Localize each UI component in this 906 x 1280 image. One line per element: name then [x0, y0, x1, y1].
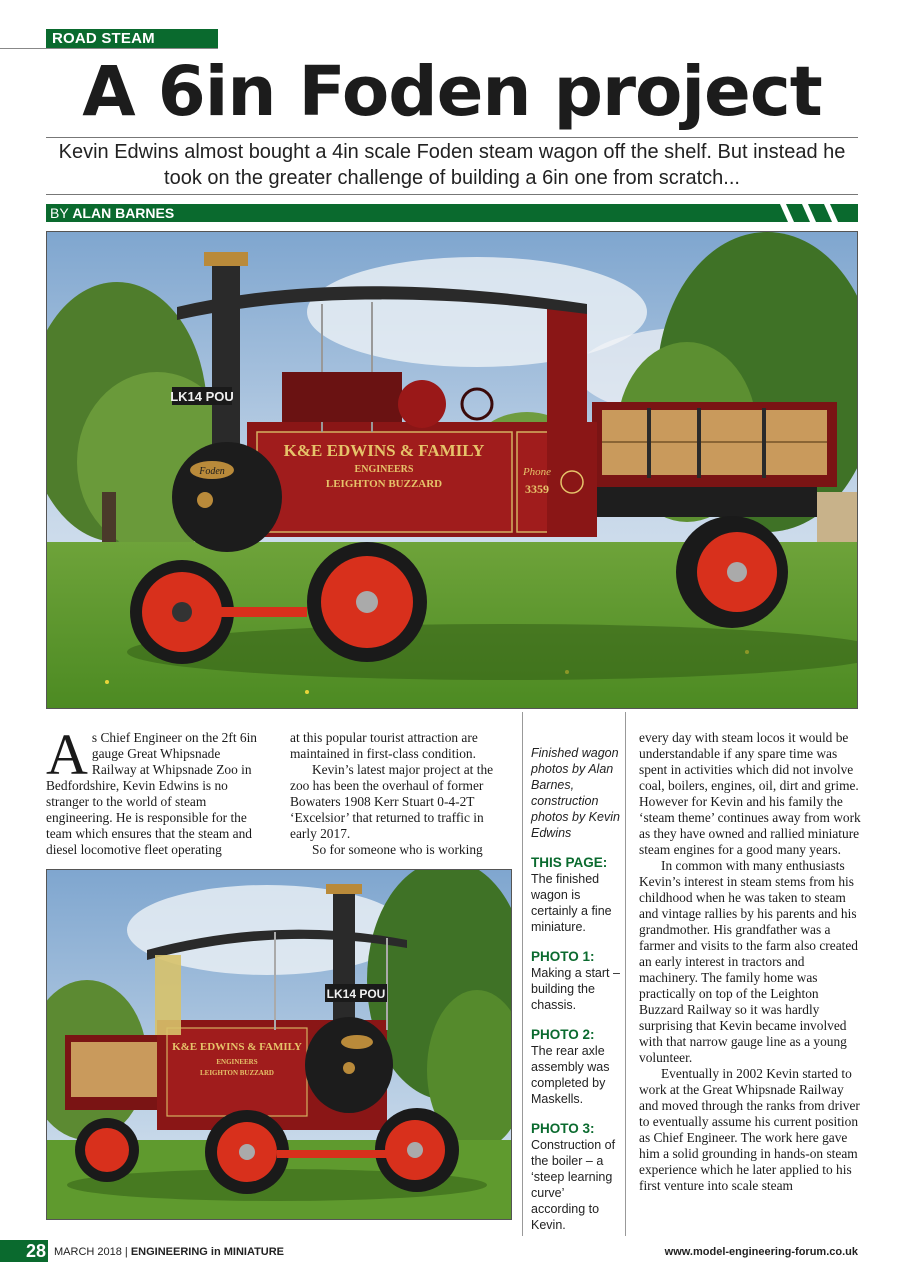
- standfirst-rule-top: [46, 137, 858, 138]
- foden-badge: Foden: [199, 466, 225, 477]
- secondary-photo-steam-wagon: [46, 869, 512, 1220]
- standfirst: [46, 139, 858, 191]
- photo-credit: Finished wagon photos by Alan Barnes, construction photos by Kevin Edwins: [531, 746, 620, 840]
- footer-magazine-title: ENGINEERING in MINIATURE: [130, 1246, 285, 1258]
- top-rule: [0, 48, 218, 49]
- caption-text: The rear axle assembly was completed by Maskells.: [531, 1044, 610, 1106]
- article-paragraph: every day with steam locos it would be understandable if any spare time was spent in activities which did not involve coal, boilers, engines, oil, dirt and grime. However for Kevin and his family the ‘steam theme’ continues away from work as they have owned and rallied miniature steam engines for a good many years.: [639, 730, 861, 857]
- caption-label: PHOTO 3:: [531, 1121, 595, 1136]
- article-column-1: [46, 722, 268, 858]
- caption-text: Making a start – building the chassis.: [531, 966, 620, 1012]
- photo2-sign-town: LEIGHTON BUZZARD: [200, 1069, 274, 1077]
- column-divider: [522, 712, 523, 1236]
- footer-issue-date: MARCH 2018 |: [54, 1246, 131, 1258]
- standfirst-line: took on the greater challenge of building a 6in one from scratch...: [164, 167, 740, 189]
- caption-column: [531, 745, 621, 1247]
- page-number: 28: [0, 1240, 48, 1262]
- photo2-sign-name: K&E EDWINS & FAMILY: [172, 1041, 302, 1053]
- article-paragraph: at this popular tourist attraction are maintained in first-class condition.: [290, 730, 478, 761]
- article-paragraph: So for someone who is working: [312, 842, 483, 857]
- caption-photo-3: [531, 1121, 621, 1233]
- wagon-sign-engineers: ENGINEERS: [354, 464, 414, 475]
- article-column-2: [290, 730, 508, 858]
- drop-cap: A: [46, 722, 88, 787]
- column-divider: [625, 712, 626, 1236]
- section-tag: ROAD STEAM: [46, 29, 218, 48]
- footer-issue: [54, 1244, 284, 1260]
- paragraph-text: s Chief Engineer on the 2ft 6in gauge Great Whipsnade Railway at Whipsnade Zoo in Bedfordshire, Kevin Edwins is no stranger to the world of steam engineering. He is responsible for the team which ensures that the steam and diesel locomotive fleet operating: [46, 730, 258, 857]
- article-paragraph: In common with many enthusiasts Kevin’s interest in steam stems from his childhood when he was taken to steam and vintage rallies by his parents and his grandmother. His grandfather was a farmer and visits to the farm also created an early interest in tractors and machinery. The family home was practically on top of the Leighton Buzzard Railway so it was hardly surprising that Kevin became involved with that narrow gauge line as a young volunteer.: [639, 858, 858, 1065]
- slash-decoration-icon: [778, 204, 858, 222]
- article-paragraph: Eventually in 2002 Kevin started to work at the Great Whipsnade Railway and moved through the ranks from driver to eventually assume his current position as Chief Engineer. The work here gave him a solid grounding in hands-on steam experience which he later applied to his first venture into scale steam: [639, 1066, 860, 1193]
- photo2-number-plate: LK14 POU: [326, 987, 386, 1001]
- caption-photo-1: [531, 949, 621, 1013]
- photo2-sign-engineers: ENGINEERS: [216, 1058, 258, 1066]
- byline-bar: [46, 204, 858, 222]
- caption-label: PHOTO 2:: [531, 1027, 595, 1042]
- wagon-sign-name: K&E EDWINS & FAMILY: [283, 441, 485, 460]
- main-number-plate: LK14 POU: [170, 389, 234, 404]
- caption-text: Construction of the boiler – a ‘steep learning curve’ according to Kevin.: [531, 1138, 616, 1232]
- standfirst-rule-bottom: [46, 194, 858, 195]
- wagon-sign-town: LEIGHTON BUZZARD: [325, 478, 443, 490]
- caption-photo-2: [531, 1027, 621, 1107]
- caption-label: THIS PAGE:: [531, 855, 608, 870]
- article-paragraph: Kevin’s latest major project at the zoo has been the overhaul of former Bowaters 1908 Kerr Stuart 0-4-2T ‘Excelsior’ that returned to traffic in early 2017.: [290, 762, 494, 841]
- headline: A 6in Foden project: [82, 52, 822, 132]
- article-paragraph: [46, 722, 268, 858]
- byline-author: ALAN BARNES: [72, 205, 175, 221]
- caption-text: The finished wagon is certainly a fine miniature.: [531, 872, 612, 934]
- main-photo-steam-wagon: [46, 231, 858, 709]
- caption-label: PHOTO 1:: [531, 949, 595, 964]
- wagon-phone-label: Phone: [522, 466, 552, 478]
- article-column-4: [639, 730, 861, 1194]
- standfirst-line: Kevin Edwins almost bought a 4in scale Foden steam wagon off the shelf. But instead he: [58, 141, 846, 163]
- footer-url[interactable]: www.model-engineering-forum.co.uk: [664, 1246, 858, 1258]
- wagon-phone-number: 3359: [525, 482, 549, 496]
- caption-this-page: [531, 855, 621, 935]
- byline-prefix: BY: [50, 205, 73, 221]
